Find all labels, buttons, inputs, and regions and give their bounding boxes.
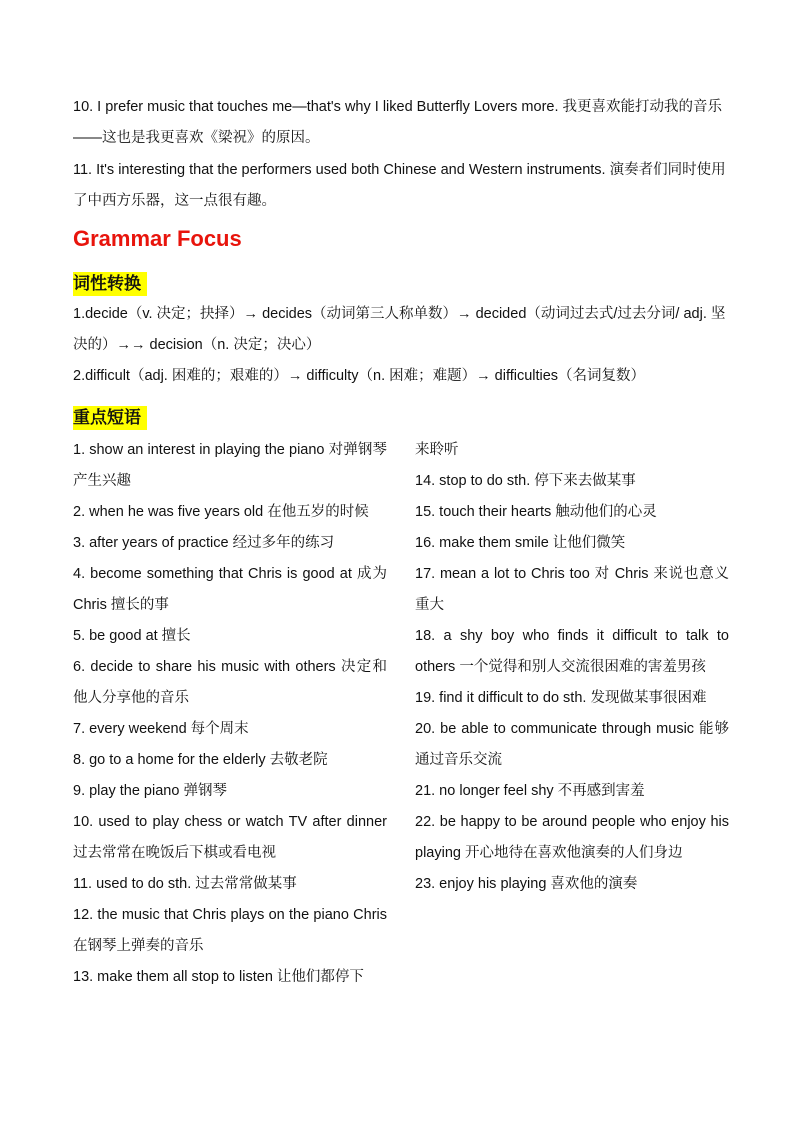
sentence-10: 10. I prefer music that touches me—that's why I liked Butterfly Lovers more. 我更喜欢能打动我的音乐——这也是我更喜欢《梁祝》的原因。 (73, 99, 723, 146)
phrases-left-column (73, 435, 387, 993)
phrase-item: 6. decide to share his music with others 决定和他人分享他的音乐 (73, 659, 387, 706)
phrase-item: 12. the music that Chris plays on the piano Chris 在钢琴上弹奏的音乐 (73, 907, 387, 954)
word-forms-heading: 词性转换 (73, 272, 147, 296)
word-form-item-1: 1.decide（v. 决定；抉择）→ decides（动词第三人称单数）→ decided（动词过去式/过去分词/ adj. 坚决的）→→ decision（n. 决定；决心） (73, 306, 726, 353)
key-phrases-heading: 重点短语 (73, 406, 147, 430)
phrases-right-column (415, 435, 729, 900)
phrase-item: 19. find it difficult to do sth. 发现做某事很困难 (415, 690, 707, 706)
word-form-item-2: 2.difficult（adj. 困难的；艰难的）→ difficulty（n. 困难；难题）→ difficulties（名词复数） (73, 368, 646, 384)
phrase-item: 来聆听 (415, 442, 459, 458)
phrase-item: 1. show an interest in playing the piano 对弹钢琴产生兴趣 (73, 442, 387, 489)
phrase-item: 20. be able to communicate through music 能够通过音乐交流 (415, 721, 729, 768)
grammar-focus-heading: Grammar Focus (73, 226, 242, 251)
phrase-item: 11. used to do sth. 过去常常做某事 (73, 876, 297, 892)
phrase-item: 18. a shy boy who finds it difficult to talk to others 一个觉得和别人交流很困难的害羞男孩 (415, 628, 729, 675)
phrase-item: 17. mean a lot to Chris too 对 Chris 来说也意义重大 (415, 566, 729, 613)
phrase-item: 9. play the piano 弹钢琴 (73, 783, 227, 799)
phrase-item: 2. when he was five years old 在他五岁的时候 (73, 504, 369, 520)
phrase-item: 23. enjoy his playing 喜欢他的演奏 (415, 876, 638, 892)
sentence-11: 11. It's interesting that the performers used both Chinese and Western instruments. 演奏者们同时使用了中西方乐器，这一点很有趣。 (73, 162, 726, 209)
phrase-item: 3. after years of practice 经过多年的练习 (73, 535, 335, 551)
phrase-item: 5. be good at 擅长 (73, 628, 191, 644)
phrase-item: 8. go to a home for the elderly 去敬老院 (73, 752, 328, 768)
phrase-item: 15. touch their hearts 触动他们的心灵 (415, 504, 657, 520)
phrase-item: 21. no longer feel shy 不再感到害羞 (415, 783, 645, 799)
phrase-item: 16. make them smile 让他们微笑 (415, 535, 626, 551)
phrase-item: 14. stop to do sth. 停下来去做某事 (415, 473, 636, 489)
phrase-item: 4. become something that Chris is good at 成为 Chris 擅长的事 (73, 566, 387, 613)
phrase-item: 10. used to play chess or watch TV after dinner 过去常常在晚饭后下棋或看电视 (73, 814, 387, 861)
phrase-item: 22. be happy to be around people who enjoy his playing 开心地待在喜欢他演奏的人们身边 (415, 814, 729, 861)
phrase-item: 7. every weekend 每个周末 (73, 721, 249, 737)
phrase-item: 13. make them all stop to listen 让他们都停下 (73, 969, 364, 985)
